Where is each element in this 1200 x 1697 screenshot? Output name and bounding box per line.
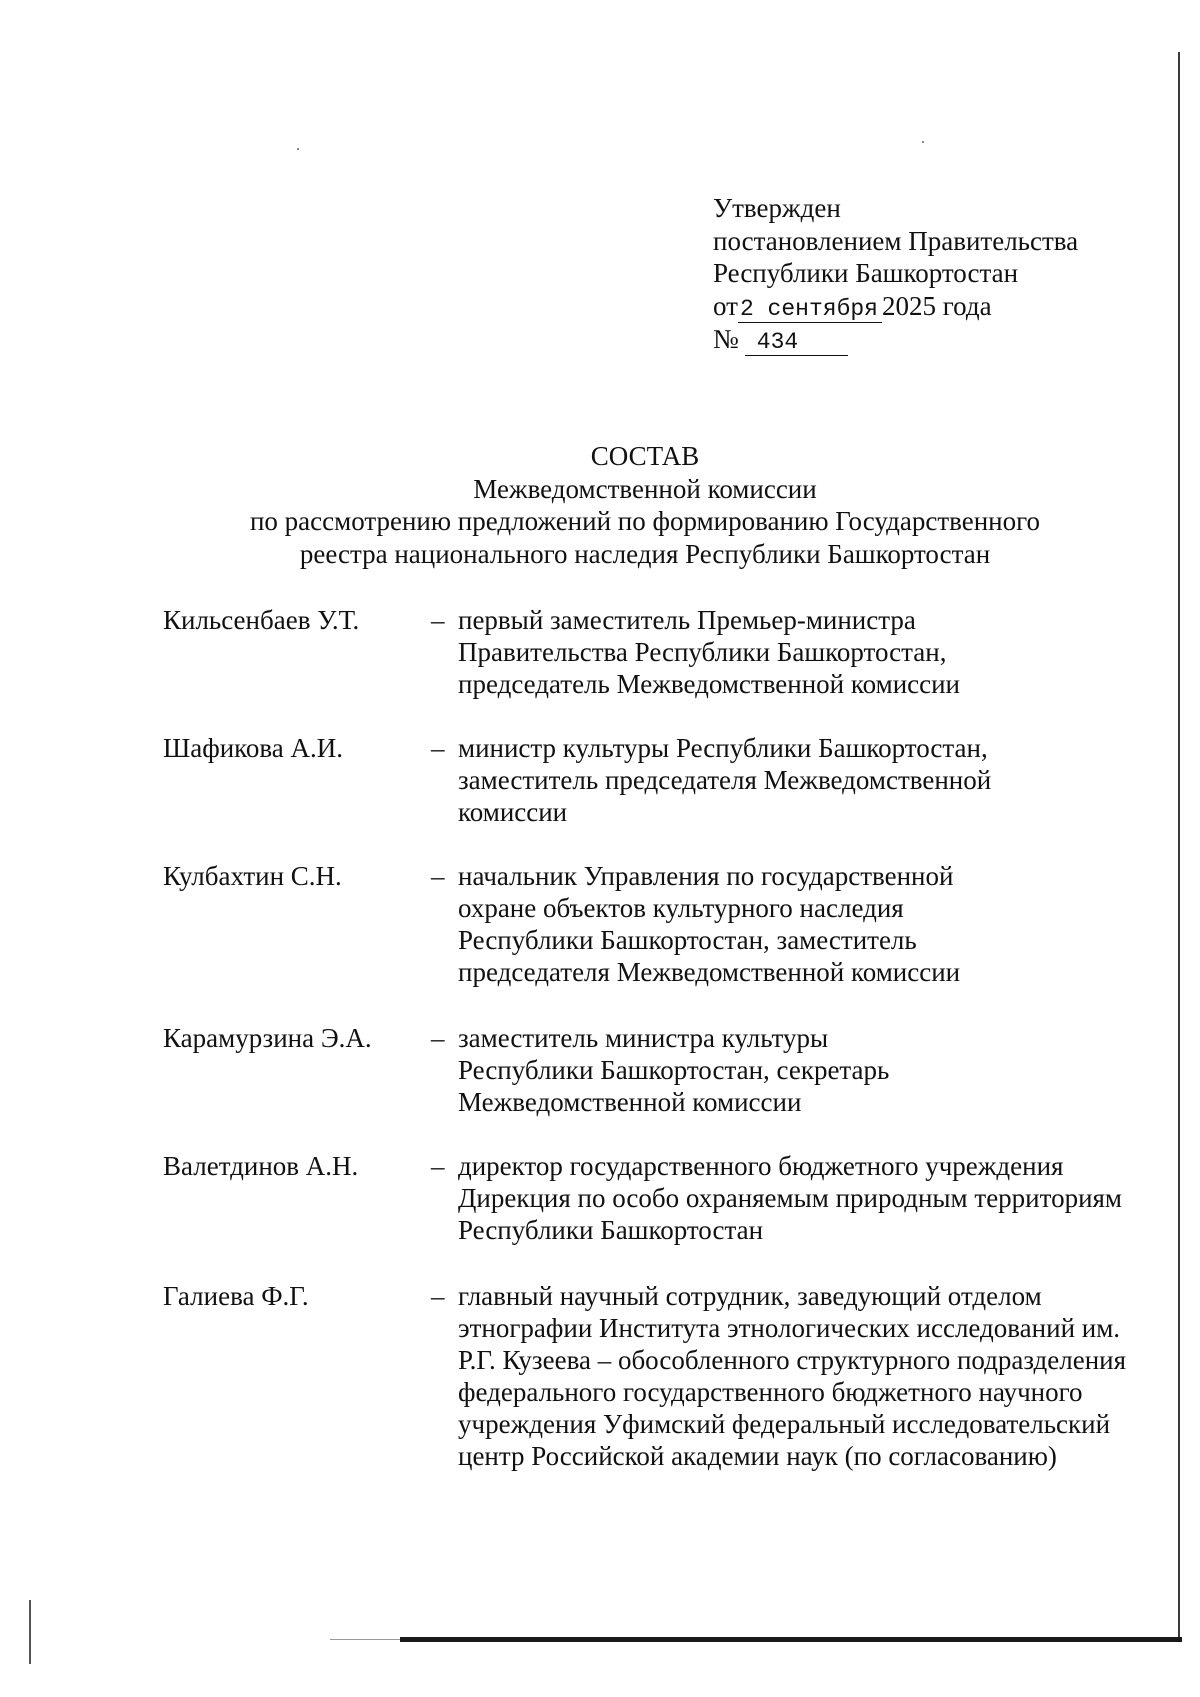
approval-block bbox=[713, 192, 1078, 356]
member-entry bbox=[163, 1280, 1127, 1560]
approval-date-line bbox=[713, 290, 1078, 323]
member-entry bbox=[163, 604, 1123, 732]
members-list bbox=[163, 604, 1127, 1560]
approval-line-republic: Республики Башкортостан bbox=[713, 258, 1019, 288]
title-heading: СОСТАВ bbox=[590, 441, 700, 471]
approval-number-line bbox=[713, 323, 1078, 356]
approval-line-decree: постановлением Правительства bbox=[713, 225, 1079, 256]
member-dash: – bbox=[431, 605, 445, 635]
member-entry bbox=[163, 1022, 1123, 1150]
member-dash: – bbox=[431, 1151, 445, 1181]
member-name: Галиева Ф.Г. bbox=[163, 1281, 309, 1311]
scan-edge-bottom-faint bbox=[330, 1639, 400, 1640]
member-entry bbox=[163, 860, 1123, 1022]
title-line-purpose: по рассмотрению предложений по формированию Государственного bbox=[249, 506, 1041, 536]
member-dash: – bbox=[431, 1281, 445, 1311]
scan-edge-right bbox=[1178, 52, 1180, 1642]
member-role: первый заместитель Премьер-министра Правительства Республики Башкортостан, председатель Межведомственной комиссии bbox=[458, 605, 961, 699]
member-role: заместитель министра культуры Республики Башкортостан, секретарь Межведомственной комиссии bbox=[458, 1023, 890, 1117]
member-dash: – bbox=[431, 733, 445, 763]
member-role: директор государственного бюджетного учреждения Дирекция по особо охраняемым природным территориям Республики Башкортостан bbox=[458, 1151, 1123, 1245]
member-entry bbox=[163, 1150, 1123, 1280]
member-name: Кильсенбаев У.Т. bbox=[163, 605, 360, 635]
approval-number-value: 434 bbox=[745, 329, 848, 356]
title-line-registry: реестра национального наследия Республики Башкортостан bbox=[299, 538, 991, 569]
member-role: министр культуры Республики Башкортостан, заместитель председателя Межведомственной комиссии bbox=[458, 733, 992, 827]
member-name: Кулбахтин С.Н. bbox=[163, 861, 342, 891]
scan-speck bbox=[922, 141, 924, 143]
approval-number-prefix: № bbox=[713, 323, 739, 354]
member-name: Карамурзина Э.А. bbox=[163, 1023, 372, 1053]
approval-date-prefix: от bbox=[713, 290, 738, 321]
title-line-commission: Межведомственной комиссии bbox=[473, 473, 817, 504]
approval-line-approved: Утвержден bbox=[713, 193, 841, 223]
document-title bbox=[150, 440, 1140, 570]
member-name: Шафикова А.И. bbox=[163, 733, 344, 763]
member-name: Валетдинов А.Н. bbox=[163, 1151, 359, 1181]
approval-date-suffix: 2025 года bbox=[881, 290, 992, 321]
member-role: главный научный сотрудник, заведующий отделом этнографии Института этнологических исследований им. Р.Г. Кузеева – обособленного структурного подразделения федерального государственного бюджетного научного учреждения Уфимский федеральный исследовательский центр Российской академии наук (по согласованию) bbox=[458, 1281, 1127, 1471]
approval-date-value: 2 сентября bbox=[738, 296, 882, 323]
member-dash: – bbox=[431, 861, 445, 891]
scan-speck bbox=[297, 148, 299, 150]
scan-edge-bottom bbox=[400, 1637, 1182, 1642]
member-entry bbox=[163, 732, 1123, 860]
member-role: начальник Управления по государственной охране объектов культурного наследия Республики Башкортостан, заместитель председателя Межведомственной комиссии bbox=[458, 861, 961, 987]
scan-edge-left bbox=[29, 1600, 31, 1664]
member-dash: – bbox=[431, 1023, 445, 1053]
